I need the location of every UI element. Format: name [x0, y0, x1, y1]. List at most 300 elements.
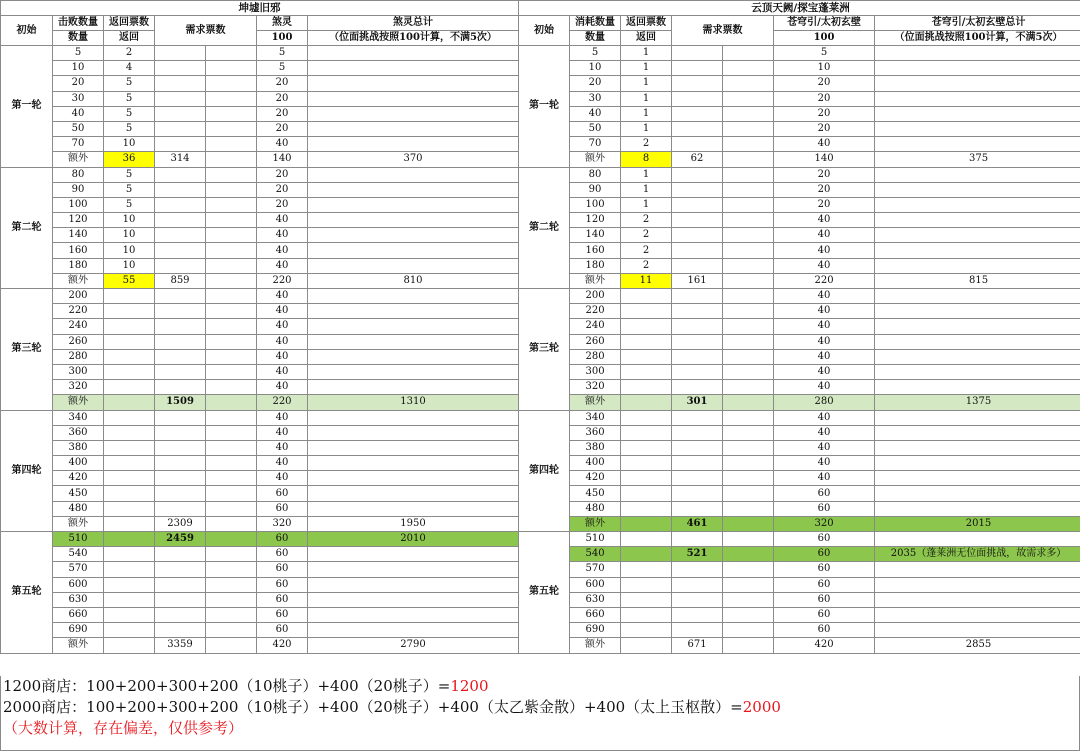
right-cell: 额外: [570, 516, 621, 531]
note-shop-2000: [1, 697, 1079, 718]
right-cell: [875, 76, 1080, 91]
right-cell: 2: [621, 213, 672, 228]
right-cell: [723, 532, 774, 547]
right-cell: [875, 607, 1080, 622]
left-cell: 36: [104, 152, 155, 167]
right-cell: 60: [774, 547, 875, 562]
left-cell: [206, 547, 257, 562]
right-cell: [875, 319, 1080, 334]
right-cell: [621, 456, 672, 471]
left-cell: 2790: [308, 638, 519, 653]
left-cell: 5: [104, 76, 155, 91]
right-cell: [723, 228, 774, 243]
right-cell: 320: [774, 516, 875, 531]
right-cell: [672, 289, 723, 304]
left-cell: 60: [257, 501, 308, 516]
right-cell: [723, 182, 774, 197]
right-cell: [875, 106, 1080, 121]
left-cell: [206, 152, 257, 167]
left-cell: 10: [104, 228, 155, 243]
right-cell: 630: [570, 592, 621, 607]
right-cell: 2035（蓬莱洲无位面挑战，故需求多）: [875, 547, 1080, 562]
left-cell: [155, 547, 206, 562]
right-cell: [723, 213, 774, 228]
right-cell: [875, 91, 1080, 106]
right-cell: [672, 334, 723, 349]
right-cell: [723, 623, 774, 638]
left-cell: [308, 258, 519, 273]
right-cell: [723, 289, 774, 304]
left-cell: [155, 304, 206, 319]
right-cell: 20: [774, 167, 875, 182]
left-cell: [308, 76, 519, 91]
left-init-header: 初始: [1, 16, 53, 46]
right-cell: 510: [570, 532, 621, 547]
right-cell: [723, 562, 774, 577]
left-cell: 40: [257, 304, 308, 319]
left-cell: [155, 364, 206, 379]
left-cell: 5: [104, 182, 155, 197]
left-cell: [308, 167, 519, 182]
right-cell: [672, 304, 723, 319]
right-cell: 570: [570, 562, 621, 577]
left-cell: [104, 395, 155, 410]
right-cell: 40: [774, 364, 875, 379]
left-cell: [206, 106, 257, 121]
note-shop-2000-total: 2000: [742, 698, 781, 716]
right-cell: [723, 273, 774, 288]
right-cell: [723, 380, 774, 395]
right-cell: 20: [774, 91, 875, 106]
right-cell: [672, 61, 723, 76]
left-cell: [308, 592, 519, 607]
left-cell: 40: [257, 440, 308, 455]
right-cell: [621, 364, 672, 379]
right-cell: 70: [570, 137, 621, 152]
right-cell: 161: [672, 273, 723, 288]
left-cell: [104, 349, 155, 364]
right-cell: 360: [570, 425, 621, 440]
right-round-label: 第一轮: [519, 46, 570, 168]
left-cell: [155, 577, 206, 592]
right-cell: 280: [570, 349, 621, 364]
left-cell: [206, 334, 257, 349]
left-round-label: 第二轮: [1, 167, 53, 289]
left-cell: 810: [308, 273, 519, 288]
left-cell: [104, 471, 155, 486]
right-cell: 8: [621, 152, 672, 167]
right-cell: 40: [774, 228, 875, 243]
right-cell: [875, 61, 1080, 76]
right-cell: 375: [875, 152, 1080, 167]
right-cell: [621, 607, 672, 622]
left-cell: 40: [257, 380, 308, 395]
right-cell: [672, 380, 723, 395]
right-cell: [621, 501, 672, 516]
left-cell: [206, 516, 257, 531]
left-cell: [155, 607, 206, 622]
table-row: [1, 167, 1080, 182]
right-cell: 40: [570, 106, 621, 121]
left-cell: [206, 273, 257, 288]
right-cell: 301: [672, 395, 723, 410]
left-cell: 690: [53, 623, 104, 638]
right-cell: 90: [570, 182, 621, 197]
left-col1-sub: 数量: [53, 31, 104, 46]
right-cell: [672, 501, 723, 516]
right-cell: 690: [570, 623, 621, 638]
left-cell: [104, 364, 155, 379]
left-cell: [155, 182, 206, 197]
left-cell: [155, 121, 206, 136]
right-cell: 40: [774, 137, 875, 152]
left-cell: [155, 213, 206, 228]
right-cell: 815: [875, 273, 1080, 288]
left-cell: [206, 623, 257, 638]
left-cell: [206, 410, 257, 425]
right-cell: [875, 213, 1080, 228]
left-cell: 220: [53, 304, 104, 319]
left-col2-sub: 返回: [104, 31, 155, 46]
right-cell: 60: [774, 562, 875, 577]
right-cell: 2: [621, 258, 672, 273]
left-cell: [308, 486, 519, 501]
left-cell: 60: [257, 486, 308, 501]
right-cell: [621, 425, 672, 440]
right-cell: 40: [774, 258, 875, 273]
left-cell: 40: [257, 258, 308, 273]
left-cell: [155, 456, 206, 471]
left-cell: [308, 607, 519, 622]
left-cell: 320: [53, 380, 104, 395]
right-cell: 2855: [875, 638, 1080, 653]
right-cell: 2: [621, 137, 672, 152]
left-cell: [206, 501, 257, 516]
right-cell: [672, 121, 723, 136]
right-cell: 280: [774, 395, 875, 410]
right-cell: 20: [774, 106, 875, 121]
left-cell: 320: [257, 516, 308, 531]
left-cell: [155, 243, 206, 258]
left-cell: [155, 137, 206, 152]
left-cell: [206, 137, 257, 152]
right-cell: 80: [570, 167, 621, 182]
left-cell: [206, 228, 257, 243]
left-cell: 额外: [53, 638, 104, 653]
left-cell: [206, 319, 257, 334]
left-cell: [155, 258, 206, 273]
left-cell: 40: [257, 334, 308, 349]
left-cell: 200: [53, 289, 104, 304]
left-cell: 570: [53, 562, 104, 577]
left-cell: 120: [53, 213, 104, 228]
left-cell: 660: [53, 607, 104, 622]
right-cell: [621, 380, 672, 395]
right-cell: [621, 516, 672, 531]
left-cell: 60: [257, 623, 308, 638]
left-demand-header: 需求票数: [155, 16, 257, 46]
left-cell: [308, 547, 519, 562]
left-cell: 40: [257, 319, 308, 334]
left-cell: 2010: [308, 532, 519, 547]
left-cell: 20: [257, 197, 308, 212]
left-col5-sub: （位面挑战按照100计算，不满5次）: [308, 31, 519, 46]
right-cell: [723, 425, 774, 440]
right-cell: [621, 577, 672, 592]
notes-panel: [0, 676, 1080, 751]
right-section-title: 云顶天阙/探宝蓬莱洲: [519, 1, 1080, 16]
left-cell: [104, 486, 155, 501]
right-cell: [723, 137, 774, 152]
left-cell: 5: [104, 106, 155, 121]
left-cell: [155, 167, 206, 182]
right-cell: 380: [570, 440, 621, 455]
right-cell: 180: [570, 258, 621, 273]
right-cell: 220: [570, 304, 621, 319]
left-cell: [155, 425, 206, 440]
left-cell: 420: [53, 471, 104, 486]
left-cell: 20: [53, 76, 104, 91]
right-cell: [875, 182, 1080, 197]
right-cell: [875, 532, 1080, 547]
left-cell: [206, 380, 257, 395]
left-cell: [104, 425, 155, 440]
left-cell: 60: [257, 607, 308, 622]
right-cell: 20: [774, 182, 875, 197]
left-cell: [308, 380, 519, 395]
left-cell: 5: [53, 46, 104, 61]
right-cell: [723, 486, 774, 501]
right-cell: [672, 592, 723, 607]
left-cell: [308, 213, 519, 228]
left-cell: 40: [257, 471, 308, 486]
right-cell: [672, 319, 723, 334]
left-cell: [104, 440, 155, 455]
right-init-header: 初始: [519, 16, 570, 46]
right-cell: [672, 410, 723, 425]
right-cell: [672, 243, 723, 258]
left-cell: 20: [257, 182, 308, 197]
left-cell: [206, 364, 257, 379]
left-cell: [308, 137, 519, 152]
left-cell: [308, 228, 519, 243]
right-cell: [875, 46, 1080, 61]
right-cell: 40: [774, 380, 875, 395]
left-cell: [155, 106, 206, 121]
left-cell: [104, 562, 155, 577]
left-cell: 140: [257, 152, 308, 167]
right-cell: [621, 486, 672, 501]
right-cell: [723, 607, 774, 622]
note-disclaimer: （大数计算，存在偏差，仅供参考）: [3, 719, 244, 737]
left-cell: 180: [53, 258, 104, 273]
left-cell: 2459: [155, 532, 206, 547]
right-cell: [621, 410, 672, 425]
right-cell: [723, 577, 774, 592]
right-cell: [621, 471, 672, 486]
right-cell: 40: [774, 304, 875, 319]
right-cell: [672, 137, 723, 152]
right-cell: 20: [570, 76, 621, 91]
left-cell: [155, 61, 206, 76]
right-cell: 320: [570, 380, 621, 395]
note-shop-2000-formula: 2000商店：100+200+300+200（10桃子）+400（20桃子）+400（太乙紫金散）+400（太上玉枢散）=: [3, 698, 743, 716]
left-cell: 450: [53, 486, 104, 501]
left-cell: 60: [257, 577, 308, 592]
left-cell: 4: [104, 61, 155, 76]
left-cell: 20: [257, 106, 308, 121]
right-cell: 2015: [875, 516, 1080, 531]
right-cell: [723, 395, 774, 410]
right-cell: [875, 167, 1080, 182]
right-cell: 1: [621, 106, 672, 121]
right-cell: [875, 243, 1080, 258]
left-cell: 600: [53, 577, 104, 592]
right-cell: 40: [774, 471, 875, 486]
left-cell: [206, 304, 257, 319]
left-cell: [206, 197, 257, 212]
left-cell: [206, 258, 257, 273]
left-cell: [308, 440, 519, 455]
left-cell: [104, 577, 155, 592]
left-cell: [104, 304, 155, 319]
left-cell: [206, 592, 257, 607]
right-cell: [672, 607, 723, 622]
left-cell: 40: [257, 228, 308, 243]
left-cell: 510: [53, 532, 104, 547]
left-cell: 50: [53, 121, 104, 136]
left-cell: 2: [104, 46, 155, 61]
right-cell: 60: [774, 532, 875, 547]
right-cell: [621, 592, 672, 607]
right-cell: 1: [621, 46, 672, 61]
right-cell: [621, 547, 672, 562]
left-cell: [308, 61, 519, 76]
left-cell: 40: [53, 106, 104, 121]
table-row: [1, 289, 1080, 304]
left-cell: 20: [257, 167, 308, 182]
left-cell: [206, 213, 257, 228]
right-cell: 5: [774, 46, 875, 61]
left-cell: 420: [257, 638, 308, 653]
left-cell: 2309: [155, 516, 206, 531]
right-cell: 50: [570, 121, 621, 136]
left-cell: 220: [257, 395, 308, 410]
right-cell: 1375: [875, 395, 1080, 410]
right-cell: [723, 319, 774, 334]
left-cell: [155, 46, 206, 61]
right-cell: [672, 197, 723, 212]
right-cell: 额外: [570, 152, 621, 167]
right-cell: [875, 486, 1080, 501]
right-cell: [875, 334, 1080, 349]
right-cell: 5: [570, 46, 621, 61]
right-cell: [723, 258, 774, 273]
left-round-label: 第一轮: [1, 46, 53, 168]
left-cell: 220: [257, 273, 308, 288]
left-cell: [104, 592, 155, 607]
right-cell: [875, 228, 1080, 243]
right-cell: [672, 577, 723, 592]
right-cell: 30: [570, 91, 621, 106]
right-cell: 100: [570, 197, 621, 212]
note-shop-1200-formula: 1200商店：100+200+300+200（10桃子）+400（20桃子）=: [3, 677, 451, 695]
left-cell: [155, 380, 206, 395]
right-cell: 300: [570, 364, 621, 379]
left-cell: 40: [257, 243, 308, 258]
left-cell: 400: [53, 456, 104, 471]
left-cell: 630: [53, 592, 104, 607]
left-cell: [104, 607, 155, 622]
left-cell: 5: [104, 197, 155, 212]
right-cell: [875, 592, 1080, 607]
right-cell: 400: [570, 456, 621, 471]
left-cell: [104, 547, 155, 562]
left-cell: 40: [257, 456, 308, 471]
left-cell: 10: [104, 213, 155, 228]
right-cell: 60: [774, 607, 875, 622]
left-cell: [206, 471, 257, 486]
right-cell: [723, 76, 774, 91]
right-cell: 160: [570, 243, 621, 258]
left-cell: [206, 486, 257, 501]
right-cell: [621, 304, 672, 319]
right-cell: [723, 456, 774, 471]
right-cell: [875, 304, 1080, 319]
right-cell: 461: [672, 516, 723, 531]
left-cell: 40: [257, 213, 308, 228]
left-cell: 60: [257, 532, 308, 547]
right-cell: [621, 334, 672, 349]
left-cell: 360: [53, 425, 104, 440]
left-cell: [104, 319, 155, 334]
right-cell: 140: [570, 228, 621, 243]
right-cell: 额外: [570, 273, 621, 288]
left-cell: 100: [53, 197, 104, 212]
left-cell: [308, 623, 519, 638]
left-cell: 240: [53, 319, 104, 334]
left-col1-header: 击败数量: [53, 16, 104, 31]
left-cell: [206, 349, 257, 364]
left-cell: [308, 106, 519, 121]
right-col4-header: 苍穹引/太初玄壁: [774, 16, 875, 31]
right-cell: 40: [774, 456, 875, 471]
left-cell: [308, 304, 519, 319]
left-cell: 380: [53, 440, 104, 455]
left-round-label: 第五轮: [1, 532, 53, 654]
left-cell: [155, 91, 206, 106]
right-cell: [875, 258, 1080, 273]
left-section-title: 坤墟旧邪: [1, 1, 519, 16]
left-cell: [155, 623, 206, 638]
right-cell: [723, 471, 774, 486]
right-cell: [875, 425, 1080, 440]
right-cell: [875, 440, 1080, 455]
right-cell: [672, 486, 723, 501]
left-cell: [104, 410, 155, 425]
left-cell: [206, 577, 257, 592]
right-cell: [672, 76, 723, 91]
right-cell: [723, 364, 774, 379]
left-cell: 1310: [308, 395, 519, 410]
left-cell: [308, 289, 519, 304]
right-cell: 40: [774, 440, 875, 455]
left-cell: [206, 167, 257, 182]
left-cell: [155, 197, 206, 212]
right-cell: 480: [570, 501, 621, 516]
right-cell: [723, 592, 774, 607]
left-cell: [308, 46, 519, 61]
